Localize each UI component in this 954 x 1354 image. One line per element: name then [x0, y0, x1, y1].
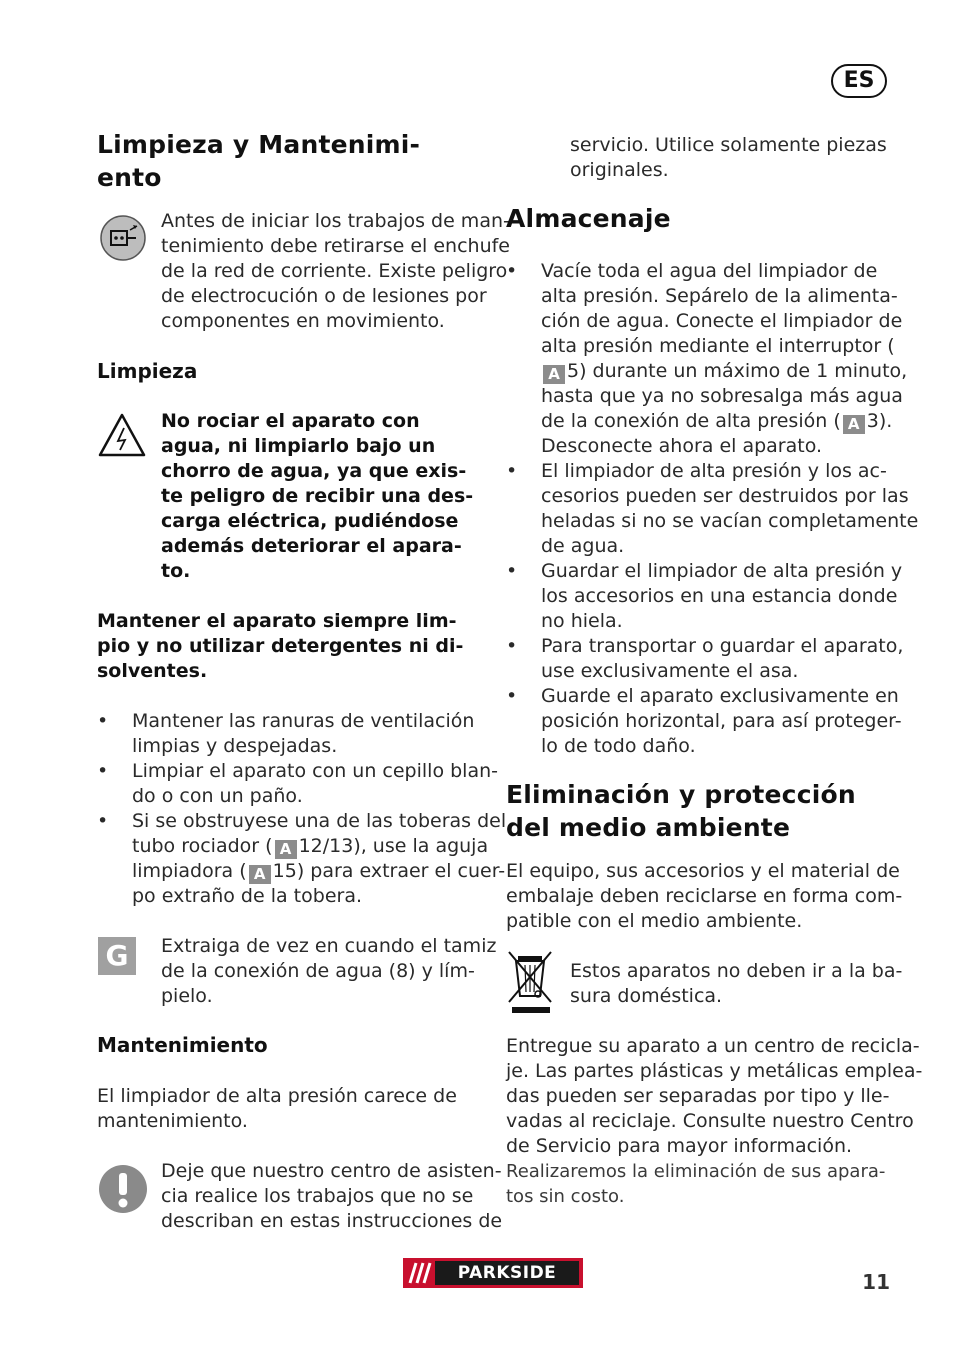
- environment-text: El equipo, sus accesorios y el material de embalaje deben reciclarse en forma com- patible con el medio ambiente.: [506, 860, 903, 932]
- list-item: El limpiador de alta presión y los ac- cesorios pueden ser destruidos por las heladas si no se vacían completamente de agua.: [541, 460, 919, 557]
- bullet-marker: •: [97, 710, 109, 732]
- spray-warning: No rociar el aparato con agua, ni limpiarlo bajo un chorro de agua, ya que exis- te peligro de recibir una des- carga eléctrica, pudiéndose además deteriorar el apara- to.: [161, 410, 474, 582]
- bullet-marker: •: [506, 460, 518, 482]
- section-heading-cleaning-maintenance: Limpieza y Mantenimi- ento: [97, 130, 421, 192]
- logo-stripes-icon: [403, 1258, 435, 1288]
- figure-g-badge: G: [98, 937, 136, 975]
- unplug-note: Antes de iniciar los trabajos de man- tenimiento debe retirarse el enchufe de la red de corriente. Existe peligro de electrocución o de lesiones por componentes en movimiento.: [161, 210, 510, 332]
- list-item: Limpiar el aparato con un cepillo blan- do o con un paño.: [132, 760, 498, 807]
- free-disposal-text: Realizaremos la eliminación de sus apara- tos sin costo.: [506, 1161, 886, 1207]
- list-item: Guardar el limpiador de alta presión y los accesorios en una estancia donde no hiela.: [541, 560, 903, 632]
- language-badge: ES: [831, 64, 887, 98]
- filter-note: Extraiga de vez en cuando el tamiz de la conexión de agua (8) y lím- pielo.: [161, 935, 497, 1007]
- keep-clean-notice: Mantener el aparato siempre lim- pio y no utilizar detergentes ni di- solventes.: [97, 610, 464, 682]
- subheading-maintenance: Mantenimiento: [97, 1033, 268, 1057]
- section-heading-disposal: Eliminación y protección del medio ambiente: [506, 780, 856, 842]
- brand-name: PARKSIDE: [435, 1261, 579, 1285]
- list-item: Mantener las ranuras de ventilación limpias y despejadas.: [132, 710, 475, 757]
- bullet-marker: •: [506, 685, 518, 707]
- electric-warning-icon: [97, 412, 147, 462]
- disposal-note: Estos aparatos no deben ir a la ba- sura doméstica.: [570, 960, 903, 1007]
- crossed-bin-icon: [505, 948, 555, 1020]
- exclamation-icon: [98, 1164, 148, 1218]
- list-item: Para transportar o guardar el aparato, use exclusivamente el asa.: [541, 635, 904, 682]
- bullet-marker: •: [506, 635, 518, 657]
- bullet-marker: •: [97, 760, 109, 782]
- figure-a-badge: A: [249, 865, 271, 884]
- bullet-marker: •: [506, 560, 518, 582]
- bullet-marker: •: [97, 810, 109, 832]
- bullet-marker: •: [506, 260, 518, 282]
- list-item: Guarde el aparato exclusivamente en posición horizontal, para así proteger- lo de todo daño.: [541, 685, 902, 757]
- page-number: 11: [862, 1270, 890, 1294]
- subheading-cleaning: Limpieza: [97, 359, 198, 383]
- unplug-icon: [99, 214, 147, 266]
- figure-a-badge: A: [843, 415, 865, 434]
- figure-a-badge: A: [275, 840, 297, 859]
- section-heading-storage: Almacenaje: [506, 204, 671, 233]
- list-item: Vacíe toda el agua del limpiador de alta presión. Sepárelo de la alimenta- ción de agua. Conecte el limpiador de alta presión mediante el interruptor ( A 5) durante un máximo de 1 minuto, hasta que ya no sobresalga más agua de la conexión de alta presión ( A 3). Desconecte ahora el aparato.: [541, 260, 908, 457]
- recycling-text: Entregue su aparato a un centro de recicla- je. Las partes plásticas y metálicas emplea- das pueden ser separadas por tipo y lle- vadas al reciclaje. Consulte nuestro Centro de Servicio para mayor información.: [506, 1035, 923, 1157]
- service-note: Deje que nuestro centro de asisten- cia realice los trabajos que no se describan en estas instrucciones de: [161, 1160, 503, 1232]
- figure-a-badge: A: [543, 365, 565, 384]
- brand-logo: [403, 1258, 583, 1288]
- maintenance-text: El limpiador de alta presión carece de mantenimiento.: [97, 1085, 457, 1132]
- list-item: Si se obstruyese una de las toberas del tubo rociador ( A 12/13), use la aguja limpiadora ( A 15) para extraer el cuer- po extraño de la tobera.: [132, 810, 507, 907]
- service-note-continued: servicio. Utilice solamente piezas originales.: [570, 134, 887, 181]
